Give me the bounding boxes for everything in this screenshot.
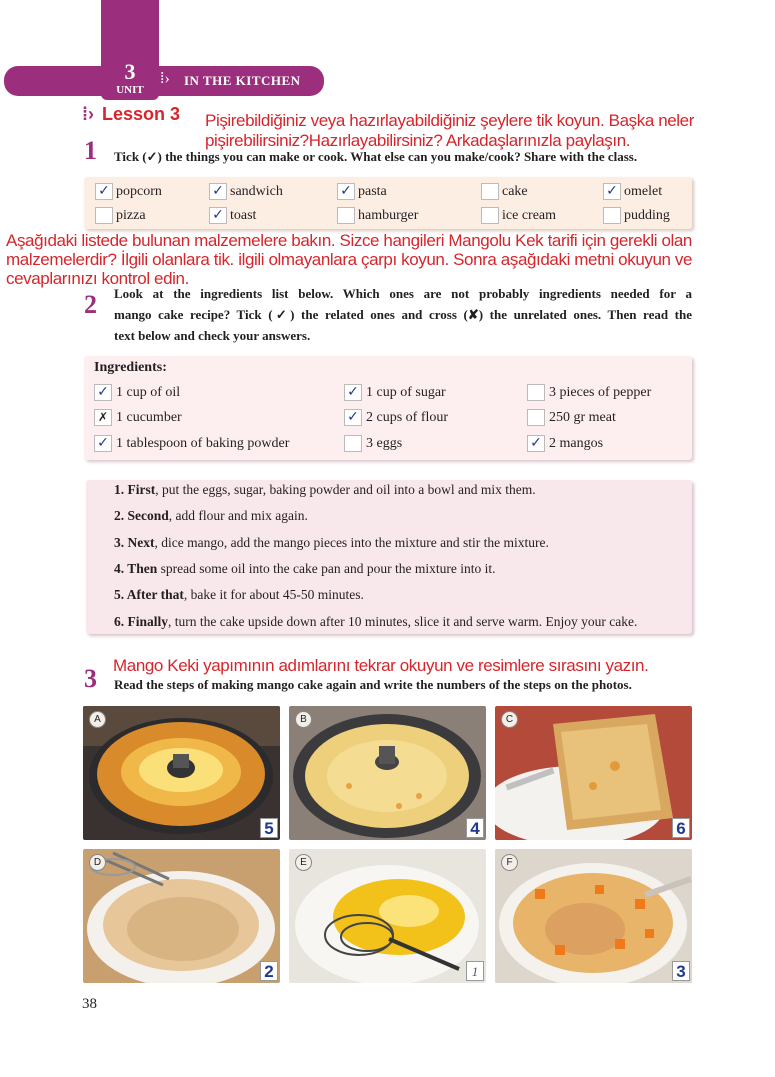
step-lead: 2. Second xyxy=(114,508,169,523)
task1-checkbox[interactable]: ✓ xyxy=(337,183,355,200)
step-text: , turn the cake upside down after 10 minutes, slice it and serve warm. Enjoy your cake. xyxy=(168,614,638,629)
eggs-whisk-in-bowl-icon xyxy=(289,849,486,983)
step-lead: 4. Then xyxy=(114,561,158,576)
step-text: , bake it for about 45-50 minutes. xyxy=(183,587,364,602)
task3-translation: Mango Keki yapımının adımlarını tekrar okuyun ve resimlere sırasını yazın. xyxy=(113,656,649,675)
ingredient-label: 1 cup of oil xyxy=(116,385,181,400)
task1-option-label: pudding xyxy=(624,208,670,223)
photo-e-letter: E xyxy=(295,854,312,871)
task1-option-label: pizza xyxy=(116,208,146,223)
task1-option-label: ice cream xyxy=(502,208,557,223)
flour-in-bowl-with-mixer-icon xyxy=(83,849,280,983)
task2-instruction-line2: mango cake recipe? Tick (✓) the related ones and cross (✘) the unrelated ones. Then read the xyxy=(114,307,692,322)
photo-f-letter: F xyxy=(501,854,518,871)
task1-option-label: hamburger xyxy=(358,208,419,223)
arrow-icon: ⁞› xyxy=(160,70,170,87)
task1-checkbox[interactable] xyxy=(603,207,621,224)
task1-checkbox[interactable] xyxy=(337,207,355,224)
unit-title: IN THE KITCHEN xyxy=(184,73,301,88)
task3-number: 3 xyxy=(84,664,97,693)
lesson-heading xyxy=(82,104,180,125)
task1-option-label: popcorn xyxy=(116,184,162,199)
ingredient-label: 1 tablespoon of baking powder xyxy=(116,436,290,451)
unit-label: UNIT xyxy=(116,84,144,96)
task3-instruction: Read the steps of making mango cake again and write the numbers of the steps on the photos. xyxy=(114,677,632,692)
task1-option-label: omelet xyxy=(624,184,663,199)
task2-translation-line2: malzemelerdir? İlgili olanlara tik. ilgili olmayanlara çarpı koyun. Sonra aşağıdaki metni okuyun ve xyxy=(6,250,693,269)
ingredient-checkbox[interactable]: ✓ xyxy=(344,409,362,426)
task1-checkbox[interactable] xyxy=(95,207,113,224)
photo-b-answer[interactable]: 4 xyxy=(466,818,484,838)
task2-translation-line3: cevaplarınızı kontrol edin. xyxy=(6,269,189,288)
task1-option-label: toast xyxy=(230,208,257,223)
ingredient-label: 3 eggs xyxy=(366,436,403,451)
recipe-steps-box xyxy=(86,480,692,634)
photo-e xyxy=(289,849,486,983)
task1-checkbox[interactable] xyxy=(481,207,499,224)
batter-in-bundt-pan-icon xyxy=(289,706,486,840)
page-number: 38 xyxy=(82,996,97,1012)
step-text: , put the eggs, sugar, baking powder and oil into a bowl and mix them. xyxy=(155,482,536,497)
mango-pieces-in-mixture-icon xyxy=(495,849,692,983)
task1-option-label: cake xyxy=(502,184,528,199)
task1-number: 1 xyxy=(84,136,97,165)
ingredient-checkbox[interactable]: ✓ xyxy=(94,435,112,452)
ingredient-checkbox[interactable]: ✗ xyxy=(94,409,112,426)
photo-c-letter: C xyxy=(501,711,518,728)
step-lead: 1. First xyxy=(114,482,156,497)
ingredient-checkbox[interactable]: ✓ xyxy=(344,384,362,401)
task1-instruction: Tick (✓) the things you can make or cook. What else can you make/cook? Share with the class. xyxy=(114,149,638,164)
task2-instruction-line1: Look at the ingredients list below. Which ones are not probably ingredients needed for a xyxy=(114,286,692,301)
ingredient-checkbox[interactable] xyxy=(344,435,362,452)
ingredient-checkbox[interactable]: ✓ xyxy=(94,384,112,401)
photo-a-letter: A xyxy=(89,711,106,728)
task1-checkbox[interactable]: ✓ xyxy=(209,183,227,200)
photo-f xyxy=(495,849,692,983)
ingredient-label: 250 gr meat xyxy=(549,410,616,425)
ingredient-checkbox[interactable] xyxy=(527,384,545,401)
step-text: , add flour and mix again. xyxy=(168,508,308,523)
ingredient-label: 2 mangos xyxy=(549,436,604,451)
recipe-step xyxy=(114,535,549,551)
task1-translation-line1: Pişirebildiğiniz veya hazırlayabildiğiniz şeylere tik koyun. Başka neler xyxy=(205,111,695,130)
recipe-step xyxy=(114,561,495,577)
arrow-icon: ⁞› xyxy=(82,104,94,124)
ingredient-label: 2 cups of flour xyxy=(366,410,449,425)
photo-d xyxy=(83,849,280,983)
recipe-step xyxy=(114,482,536,498)
photo-d-answer[interactable]: 2 xyxy=(260,961,278,981)
photo-b-letter: B xyxy=(295,711,312,728)
task2-translation-line1: Aşağıdaki listede bulunan malzemelere bakın. Sizce hangileri Mangolu Kek tarifi için gerekli olan xyxy=(6,231,692,250)
photo-b xyxy=(289,706,486,840)
photo-c-answer[interactable]: 6 xyxy=(672,818,690,838)
task2-number: 2 xyxy=(84,290,97,319)
step-text: spread some oil into the cake pan and pour the mixture into it. xyxy=(157,561,496,576)
photo-c xyxy=(495,706,692,840)
ingredient-label: 3 pieces of pepper xyxy=(549,385,652,400)
photo-d-letter: D xyxy=(89,854,106,871)
ingredient-label: 1 cucumber xyxy=(116,410,182,425)
step-lead: 6. Finally xyxy=(114,614,169,629)
ingredients-title: Ingredients: xyxy=(94,360,167,375)
recipe-step xyxy=(114,508,308,524)
photo-a-answer[interactable]: 5 xyxy=(260,818,278,838)
unit-number: 3 xyxy=(124,59,136,84)
baked-cake-in-bundt-pan-icon xyxy=(83,706,280,840)
recipe-step xyxy=(114,614,637,630)
task1-translation-line2: pişirebilirsiniz?Hazırlayabilirsiniz? Arkadaşlarınızla paylaşın. xyxy=(205,131,631,150)
photo-a xyxy=(83,706,280,840)
photo-f-answer[interactable]: 3 xyxy=(672,961,690,981)
task1-option-label: sandwich xyxy=(230,184,283,199)
task1-checkbox[interactable]: ✓ xyxy=(209,207,227,224)
step-lead: 3. Next xyxy=(114,535,155,550)
task1-option-label: pasta xyxy=(358,184,387,199)
ingredient-checkbox[interactable]: ✓ xyxy=(527,435,545,452)
step-lead: 5. After that xyxy=(114,587,184,602)
ingredient-label: 1 cup of sugar xyxy=(366,385,446,400)
step-text: , dice mango, add the mango pieces into the mixture and stir the mixture. xyxy=(154,535,549,550)
lesson-label: Lesson 3 xyxy=(102,104,181,124)
task2-instruction-line3: text below and check your answers. xyxy=(114,328,311,343)
photo-e-answer[interactable]: 1 xyxy=(466,961,484,981)
task1-checkbox[interactable]: ✓ xyxy=(95,183,113,200)
ingredient-checkbox[interactable] xyxy=(527,409,545,426)
cake-slice-on-plate-icon xyxy=(495,706,692,840)
task1-checkbox[interactable] xyxy=(481,183,499,200)
task1-checkbox[interactable]: ✓ xyxy=(603,183,621,200)
recipe-step xyxy=(114,587,364,603)
